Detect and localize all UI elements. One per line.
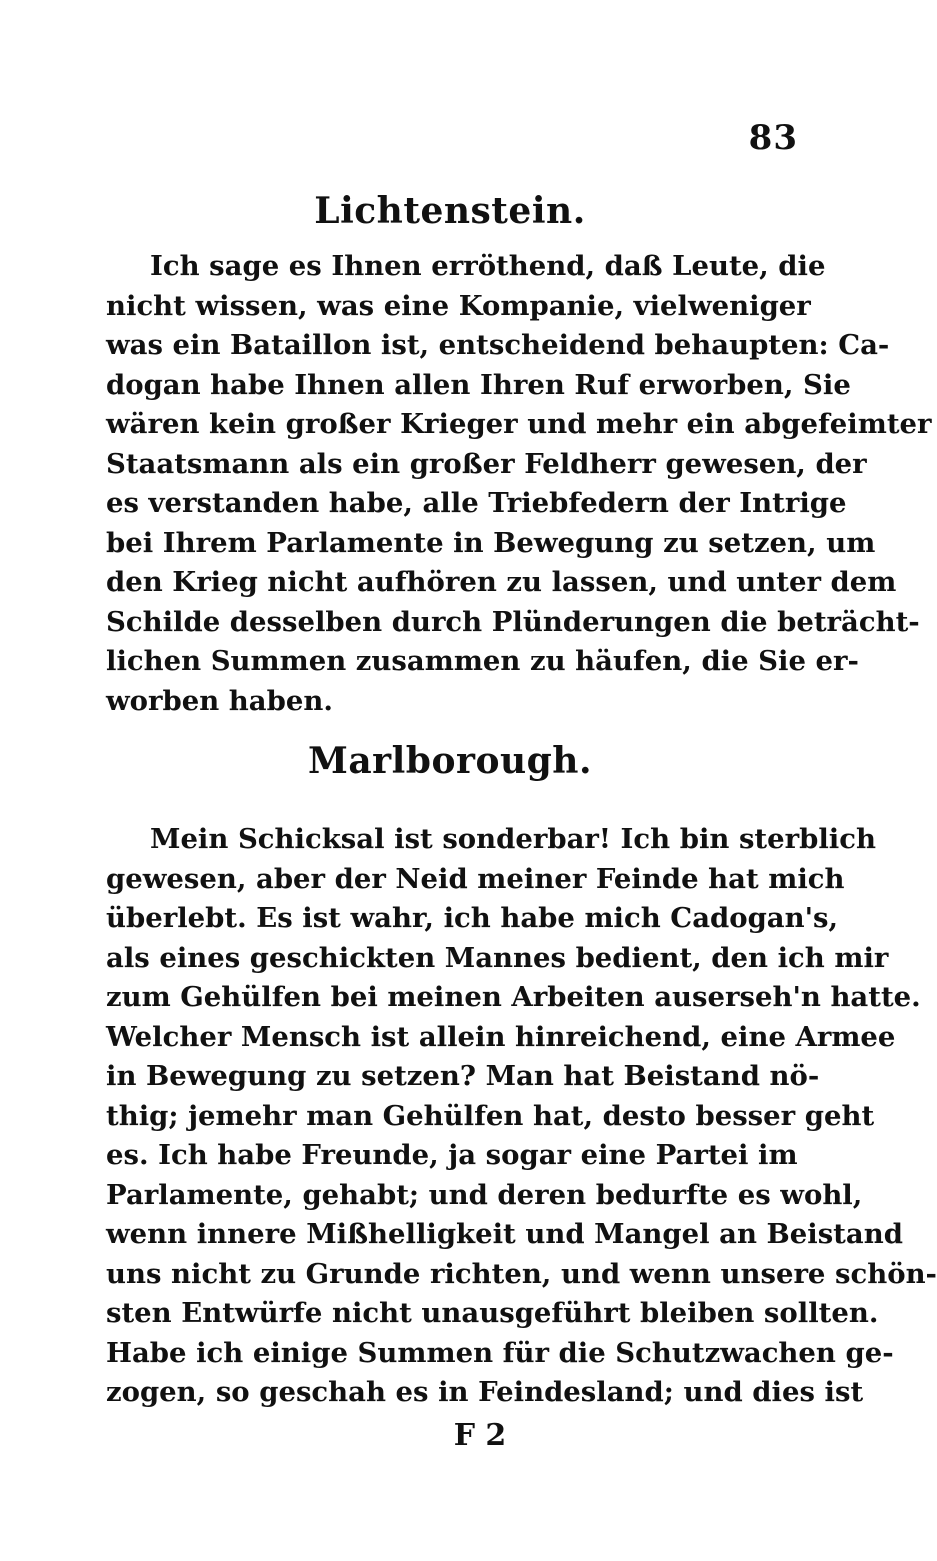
text-line: zum Gehülfen bei meinen Arbeiten auserseh'n hatte. <box>106 981 921 1013</box>
section-heading-marlborough: Marlborough. <box>307 740 593 782</box>
text-line: als eines geschickten Mannes bedient, den ich mir <box>106 941 889 974</box>
text-line: wären kein großer Krieger und mehr ein abgefeimter <box>106 408 932 440</box>
text-line: Schilde desselben durch Plünderungen die beträcht- <box>106 605 920 638</box>
text-line: uns nicht zu Grunde richten, und wenn unsere schön- <box>106 1257 937 1290</box>
text-line: in Bewegung zu setzen? Man hat Beistand nö- <box>106 1060 820 1092</box>
section-heading-lichtenstein: Lichtenstein. <box>314 190 586 232</box>
text-line: es verstanden habe, alle Triebfedern der Intrige <box>106 487 847 519</box>
printer-signature-mark: F 2 <box>453 1418 507 1453</box>
text-line: Parlamente, gehabt; und deren bedurfte es wohl, <box>106 1178 863 1211</box>
text-line: sten Entwürfe nicht unausgeführt bleiben sollten. <box>106 1297 879 1329</box>
paragraph-marlborough <box>106 820 937 1413</box>
text-line: nicht wissen, was eine Kompanie, vielweniger <box>106 289 811 322</box>
text-line: Staatsmann als ein großer Feldherr gewesen, der <box>106 447 867 480</box>
text-line: worben haben. <box>106 684 333 717</box>
text-line: wenn innere Mißhelligkeit und Mangel an Beistand <box>106 1218 903 1250</box>
text-line: dogan habe Ihnen allen Ihren Ruf erworben, Sie <box>106 368 851 401</box>
text-line: Habe ich einige Summen für die Schutzwachen ge- <box>106 1336 894 1369</box>
paragraph-lichtenstein <box>106 247 932 721</box>
text-line: den Krieg nicht aufhören zu lassen, und unter dem <box>106 566 897 598</box>
text-line: lichen Summen zusammen zu häufen, die Sie er- <box>106 645 859 677</box>
text-line: Welcher Mensch ist allein hinreichend, eine Armee <box>106 1020 896 1053</box>
text-line: überlebt. Es ist wahr, ich habe mich Cadogan's, <box>106 902 839 934</box>
text-line: was ein Bataillon ist, entscheidend behaupten: Ca- <box>106 329 890 361</box>
page-number: 83 <box>748 118 798 158</box>
text-line: gewesen, aber der Neid meiner Feinde hat mich <box>106 862 845 895</box>
text-line: Ich sage es Ihnen erröthend, daß Leute, die <box>150 250 826 282</box>
text-line: es. Ich habe Freunde, ja sogar eine Partei im <box>106 1139 798 1171</box>
text-line: Mein Schicksal ist sonderbar! Ich bin sterblich <box>150 823 876 855</box>
text-line: zogen, so geschah es in Feindesland; und dies ist <box>106 1376 864 1408</box>
text-line: thig; jemehr man Gehülfen hat, desto besser geht <box>106 1099 875 1132</box>
text-line: bei Ihrem Parlamente in Bewegung zu setzen, um <box>106 526 876 559</box>
